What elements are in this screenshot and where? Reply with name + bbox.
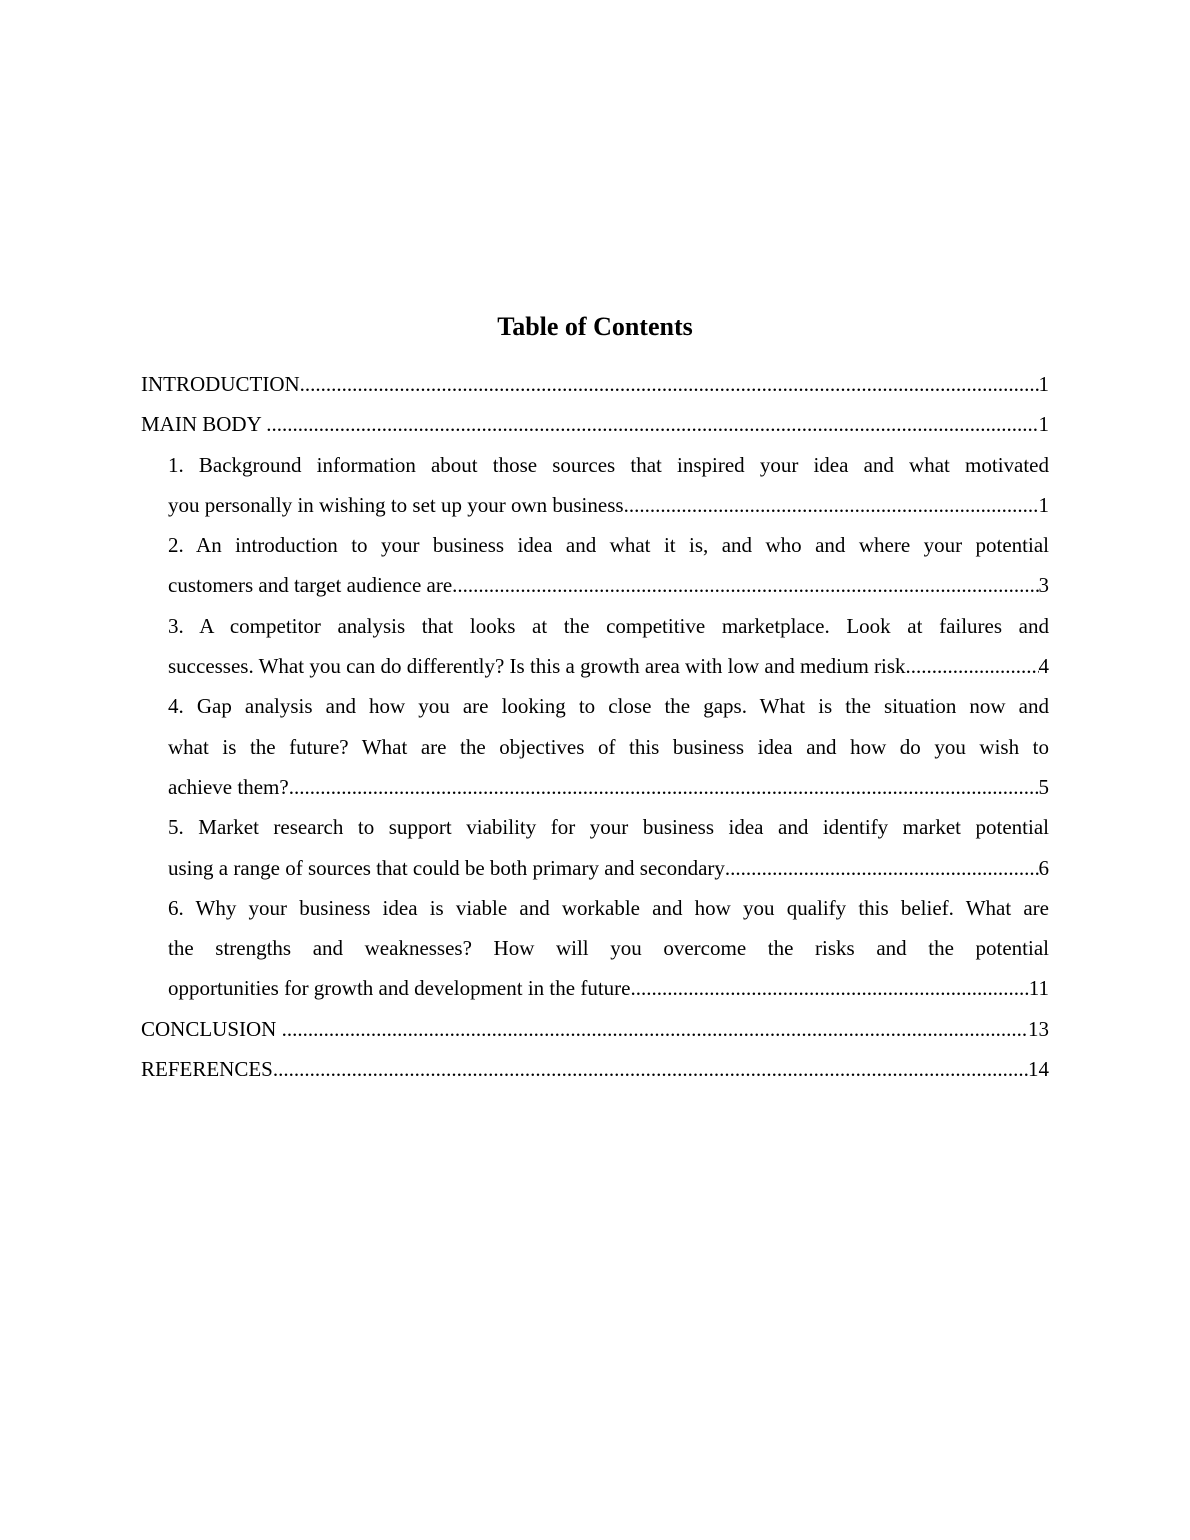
toc-entry-text-line: 4. Gap analysis and how you are looking to close the gaps. What is the situation now and [168,694,1049,719]
toc-entry[interactable] [141,404,1049,444]
toc-entry-last-line [141,364,1049,404]
toc-entry[interactable] [141,1049,1049,1089]
toc-entry-last-line [168,646,1049,686]
toc-entry-text-line: 2. An introduction to your business idea and what it is, and who and where your potential [168,533,1049,558]
toc-entry-text-line: 6. Why your business idea is viable and workable and how you qualify this belief. What are [168,895,1049,920]
toc-page-number: 5 [1038,774,1049,799]
toc-entry-label: achieve them? [168,774,289,799]
toc-title: Table of Contents [497,312,693,341]
toc-dot-leader [289,767,1039,807]
toc-page-number: 1 [1038,492,1049,517]
toc-page-number: 13 [1028,1016,1049,1041]
toc-entry-label: you personally in wishing to set up your own business [168,492,624,517]
toc-entry[interactable] [168,525,1049,606]
toc-entry-last-line [168,848,1049,888]
toc-entry[interactable] [168,807,1049,888]
toc-entry[interactable] [168,888,1049,1009]
toc-entry-label: INTRODUCTION [141,372,300,396]
toc-entry-last-line [168,485,1049,525]
toc-entry-text-line: 5. Market research to support viability for your business idea and identify market potential [168,815,1049,840]
toc-entry-label: successes. What you can do differently? Is this a growth area with low and medium risk [168,654,906,679]
toc-dot-leader [725,848,1039,888]
toc-entry-last-line [168,767,1049,807]
toc-entry-last-line [141,1009,1049,1049]
toc-entry-last-line [141,1049,1049,1089]
toc-dot-leader [624,485,1039,525]
toc-dot-leader [266,404,1038,444]
toc-page-number: 1 [1038,412,1049,437]
toc-entry[interactable] [168,606,1049,687]
toc-dot-leader [282,1009,1028,1049]
toc-entry-label: CONCLUSION [141,1016,282,1041]
toc-entry-last-line [168,968,1049,1008]
toc-page-number: 14 [1028,1057,1049,1082]
toc-entry[interactable] [141,364,1049,404]
toc-entry-label: customers and target audience are [168,573,453,598]
toc-dot-leader [906,646,1039,686]
toc-entry-label: MAIN BODY [141,412,267,437]
toc-page-number: 11 [1028,976,1049,1001]
toc-entry-last-line [168,565,1049,605]
toc-page-number: 4 [1038,654,1049,679]
toc-entry[interactable] [168,686,1049,807]
toc-page-number: 6 [1038,855,1049,880]
toc-entry-label: REFERENCES [141,1057,273,1082]
toc-dot-leader [300,364,1039,404]
toc-entry-text-line: 3. A competitor analysis that looks at the competitive marketplace. Look at failures and [168,613,1049,638]
toc-entry-text-line: what is the future? What are the objectives of this business idea and how do you wish to [168,734,1049,759]
toc-entry-text-line: the strengths and weaknesses? How will you overcome the risks and the potential [168,936,1049,961]
toc-page-number: 3 [1038,573,1049,598]
toc-entry[interactable] [168,445,1049,526]
toc-entry-label: using a range of sources that could be both primary and secondary [168,855,725,880]
toc-list [141,364,1049,1089]
toc-entry[interactable] [141,1009,1049,1049]
toc-page-number: 1 [1038,372,1049,396]
toc-entry-text-line: 1. Background information about those sources that inspired your idea and what motivated [168,452,1049,477]
toc-dot-leader [452,565,1038,605]
toc-dot-leader [273,1049,1028,1089]
toc-dot-leader [630,968,1028,1008]
toc-entry-last-line [141,404,1049,444]
toc-entry-label: opportunities for growth and development in the future [168,976,631,1001]
